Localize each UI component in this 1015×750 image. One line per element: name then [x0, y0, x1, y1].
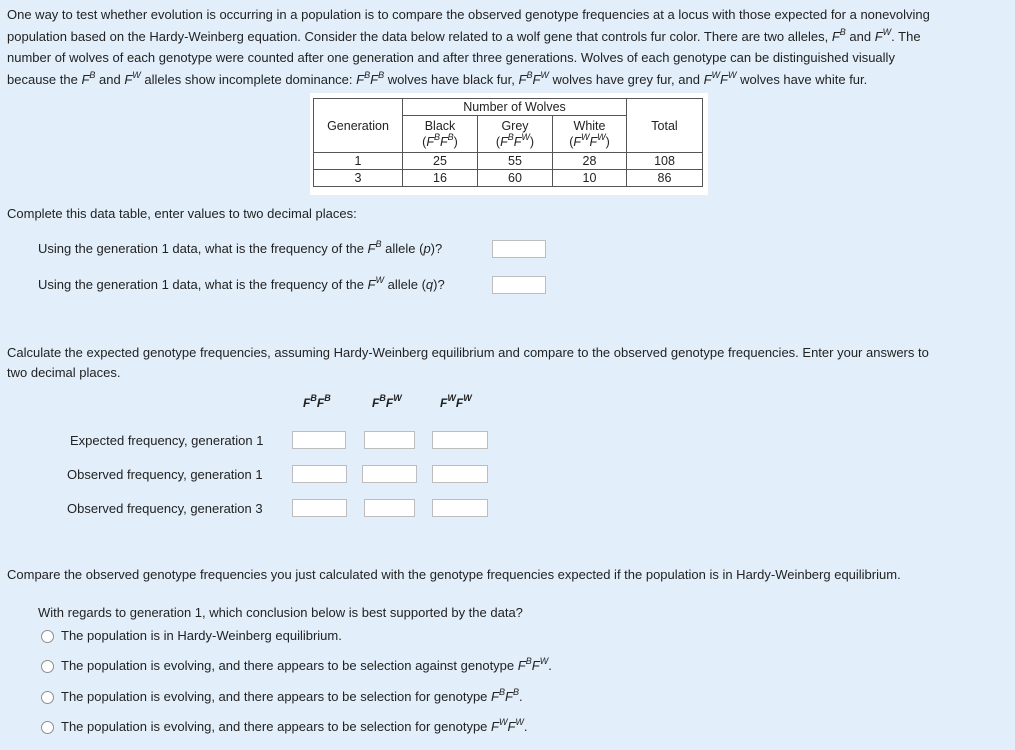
- allele-symbol: F: [831, 28, 840, 44]
- observed-gen1-ww-input[interactable]: [432, 465, 488, 483]
- allele-symbol: F: [532, 71, 541, 87]
- allele-symbol: F: [81, 71, 90, 87]
- expected-gen1-ww-input[interactable]: [432, 431, 488, 449]
- allele-symbol: F: [370, 71, 379, 87]
- allele-symbol: F: [440, 396, 448, 410]
- question-text: )?: [433, 277, 445, 292]
- allele-symbol: F: [316, 396, 325, 410]
- allele-symbol: F: [531, 658, 540, 673]
- question-text: allele (: [384, 277, 426, 292]
- allele-superscript: B: [89, 69, 96, 80]
- option-3-radio[interactable]: [41, 691, 54, 704]
- allele-symbol: F: [874, 28, 883, 44]
- intro-text: wolves have white fur.: [736, 71, 868, 87]
- allele-superscript: B: [507, 132, 514, 142]
- allele-superscript: B: [378, 69, 385, 80]
- allele-symbol: F: [589, 135, 598, 149]
- allele-superscript: B: [433, 132, 440, 142]
- intro-text: and: [95, 71, 125, 87]
- allele-symbol: F: [372, 396, 380, 410]
- option-text: The population is evolving, and there appears to be selection for genotype: [61, 689, 492, 704]
- allele-superscript: W: [515, 717, 524, 727]
- option-4-radio[interactable]: [41, 721, 54, 734]
- allele-symbol: F: [573, 135, 581, 149]
- intro-text: . The: [891, 28, 921, 44]
- allele-superscript: W: [882, 26, 892, 37]
- allele-superscript: W: [581, 132, 590, 142]
- allele-symbol: F: [507, 719, 516, 734]
- white-label: White: [573, 119, 606, 133]
- allele-superscript: B: [379, 393, 386, 403]
- generation-cell: 1: [314, 153, 403, 170]
- allele-symbol: F: [440, 135, 448, 149]
- option-text: .: [548, 658, 552, 673]
- intro-text: and: [845, 28, 875, 44]
- grey-count-cell: 55: [478, 153, 553, 170]
- option-text: .: [518, 689, 523, 704]
- intro-text: One way to test whether evolution is occurring in a population is to compare the observed genotype frequencies at a locus with those expected for a nonevolving: [7, 7, 930, 22]
- observed-gen3-ww-input[interactable]: [432, 499, 488, 517]
- allele-superscript: W: [597, 132, 606, 142]
- allele-superscript: W: [447, 393, 456, 403]
- variable-p: p: [423, 241, 431, 256]
- section3-instruction: Compare the observed genotype frequencies you just calculated with the genotype frequencies expected if the population is in Hardy-Weinberg equilibrium.: [7, 567, 901, 582]
- question-q: [38, 277, 445, 292]
- option-3-label[interactable]: [61, 689, 523, 704]
- grey-count-cell: 60: [478, 170, 553, 187]
- observed-gen3-label: Observed frequency, generation 3: [67, 501, 263, 516]
- option-1-radio[interactable]: [41, 630, 54, 643]
- allele-superscript: B: [447, 132, 454, 142]
- allele-superscript: W: [132, 69, 141, 80]
- allele-symbol: F: [720, 71, 728, 87]
- allele-symbol: F: [517, 658, 526, 673]
- option-1-label[interactable]: The population is in Hardy-Weinberg equilibrium.: [61, 628, 342, 643]
- question-text: allele (: [381, 241, 424, 256]
- allele-superscript: W: [727, 69, 737, 80]
- allele-superscript: B: [375, 239, 382, 249]
- allele-superscript: W: [521, 132, 530, 142]
- allele-superscript: B: [324, 393, 331, 403]
- allele-superscript: W: [375, 275, 384, 285]
- generation-cell: 3: [314, 170, 403, 187]
- black-count-cell: 25: [403, 153, 478, 170]
- expected-gen1-bb-input[interactable]: [292, 431, 346, 449]
- allele-superscript: B: [364, 69, 371, 80]
- allele-superscript: B: [512, 687, 519, 697]
- allele-symbol: F: [491, 689, 499, 704]
- allele-superscript: W: [463, 393, 472, 403]
- genotype-header-bb: [303, 393, 331, 410]
- allele-symbol: F: [356, 71, 365, 87]
- allele-superscript: B: [526, 69, 533, 80]
- allele-symbol: F: [513, 135, 522, 149]
- intro-paragraph: [7, 4, 1007, 90]
- allele-superscript: B: [498, 687, 505, 697]
- option-text: The population is evolving, and there appears to be selection for genotype: [61, 719, 492, 734]
- intro-text: population based on the Hardy-Weinberg equation. Consider the data below related to a wolf gene that controls fur color. There are two alleles,: [7, 28, 832, 44]
- wolves-table: [313, 98, 703, 187]
- instruction-line: Calculate the expected genotype frequencies, assuming Hardy-Weinberg equilibrium and compare to the observed genotype frequencies. Enter your answers to: [7, 345, 929, 360]
- grey-header: Grey $(F^BF^W)$: [478, 116, 553, 153]
- section2-instruction: [7, 343, 1012, 383]
- allele-symbol: F: [385, 396, 394, 410]
- observed-gen1-bw-input[interactable]: [362, 465, 417, 483]
- generation-header: Generation: [314, 99, 403, 153]
- intro-text: because the: [7, 71, 82, 87]
- black-label: Black: [424, 119, 456, 133]
- white-count-cell: 10: [553, 170, 627, 187]
- option-2-radio[interactable]: [41, 660, 54, 673]
- total-header: Total: [627, 99, 703, 153]
- observed-gen1-bb-input[interactable]: [292, 465, 347, 483]
- black-count-cell: 16: [403, 170, 478, 187]
- option-text: .: [523, 719, 528, 734]
- allele-symbol: F: [367, 241, 376, 256]
- conclusion-question: With regards to generation 1, which conclusion below is best supported by the data?: [38, 605, 523, 620]
- allele-symbol: F: [504, 689, 513, 704]
- table-row: [314, 170, 703, 187]
- intro-text: wolves have black fur,: [384, 71, 519, 87]
- allele-superscript: W: [540, 69, 549, 80]
- variable-q: q: [425, 277, 434, 292]
- total-count-cell: 108: [627, 153, 703, 170]
- allele-superscript: B: [525, 656, 532, 666]
- intro-text: wolves have grey fur, and: [548, 71, 704, 87]
- q-frequency-input[interactable]: [492, 276, 546, 294]
- expected-gen1-label: Expected frequency, generation 1: [70, 433, 264, 448]
- allele-symbol: F: [124, 71, 133, 87]
- allele-superscript: W: [539, 656, 549, 666]
- allele-symbol: F: [426, 135, 434, 149]
- question-text: Using the generation 1 data, what is the frequency of the: [38, 277, 368, 292]
- allele-symbol: F: [500, 135, 508, 149]
- question-text: )?: [430, 241, 443, 256]
- genotype-header-bw: [372, 393, 402, 410]
- question-text: Using the generation 1 data, what is the frequency of the: [38, 241, 368, 256]
- black-header: Black $(F^BF^B)$: [403, 116, 478, 153]
- option-text: The population is evolving, and there appears to be selection against genotype: [61, 658, 518, 673]
- table-row: [314, 153, 703, 170]
- genotype-header-ww: [440, 393, 472, 410]
- allele-superscript: B: [310, 393, 317, 403]
- number-of-wolves-header: Number of Wolves: [403, 99, 627, 116]
- allele-symbol: F: [703, 71, 712, 87]
- white-header: White $(F^WF^W)$: [553, 116, 627, 153]
- observed-gen1-label: Observed frequency, generation 1: [67, 467, 263, 482]
- expected-gen1-bw-input[interactable]: [364, 431, 415, 449]
- instruction-line: two decimal places.: [7, 365, 121, 380]
- allele-symbol: F: [367, 277, 376, 292]
- question-p: [38, 241, 442, 256]
- allele-symbol: F: [518, 71, 527, 87]
- allele-symbol: F: [303, 396, 311, 410]
- option-2-label[interactable]: [61, 658, 552, 673]
- grey-label: Grey: [501, 119, 529, 133]
- allele-superscript: W: [498, 717, 508, 727]
- allele-symbol: F: [455, 396, 464, 410]
- intro-text: alleles show incomplete dominance:: [140, 71, 357, 87]
- intro-text: number of wolves of each genotype were counted after one generation and after three generations. Wolves of each genotype can be distinguished visually: [7, 50, 895, 65]
- total-count-cell: 86: [627, 170, 703, 187]
- allele-superscript: W: [711, 69, 721, 80]
- allele-superscript: W: [393, 393, 402, 403]
- wolves-table-container: [310, 93, 708, 195]
- option-4-label[interactable]: [61, 719, 528, 734]
- p-frequency-input[interactable]: [492, 240, 546, 258]
- white-count-cell: 28: [553, 153, 627, 170]
- allele-superscript: B: [839, 26, 846, 37]
- observed-gen3-bb-input[interactable]: [292, 499, 347, 517]
- section1-instruction: Complete this data table, enter values to two decimal places:: [7, 206, 357, 221]
- allele-symbol: F: [491, 719, 499, 734]
- observed-gen3-bw-input[interactable]: [364, 499, 415, 517]
